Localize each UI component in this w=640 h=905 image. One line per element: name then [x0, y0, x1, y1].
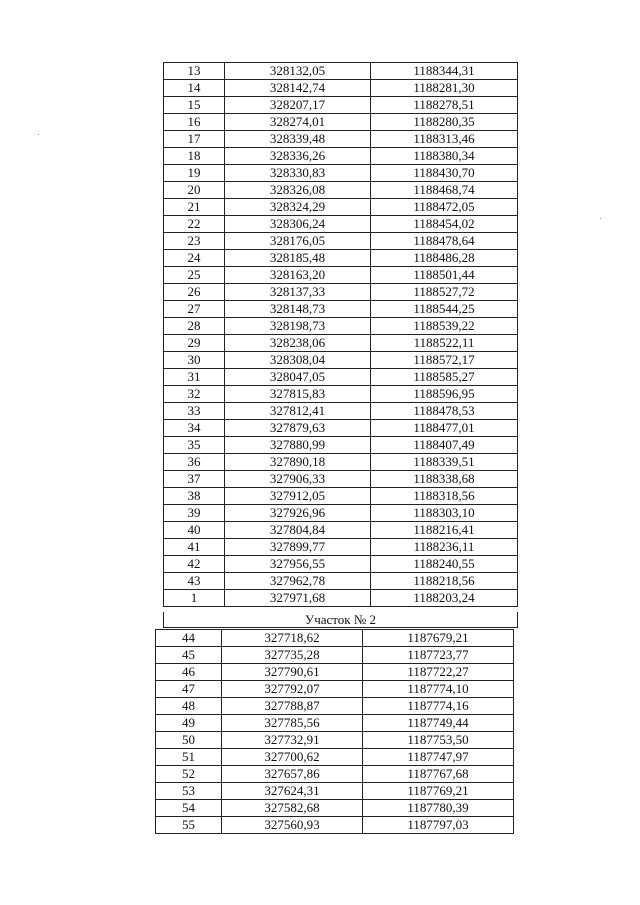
x-coordinate-cell: 327790,61 [222, 664, 363, 681]
table-row [156, 681, 514, 698]
x-coordinate-cell: 328185,48 [225, 250, 371, 267]
x-coordinate-cell: 328148,73 [225, 301, 371, 318]
x-coordinate-cell: 328308,04 [225, 352, 371, 369]
table-row [164, 131, 518, 148]
table-row [164, 369, 518, 386]
x-coordinate-cell: 327804,84 [225, 522, 371, 539]
point-number-cell: 26 [164, 284, 225, 301]
table-row [164, 556, 518, 573]
point-number-cell: 52 [156, 766, 222, 783]
point-number-cell: 49 [156, 715, 222, 732]
x-coordinate-cell: 328132,05 [225, 63, 371, 80]
point-number-cell: 13 [164, 63, 225, 80]
table-row [164, 437, 518, 454]
point-number-cell: 29 [164, 335, 225, 352]
y-coordinate-cell: 1187679,21 [363, 630, 514, 647]
point-number-cell: 24 [164, 250, 225, 267]
table-row [156, 698, 514, 715]
x-coordinate-cell: 328207,17 [225, 97, 371, 114]
point-number-cell: 40 [164, 522, 225, 539]
table-row [164, 165, 518, 182]
point-number-cell: 42 [164, 556, 225, 573]
y-coordinate-cell: 1188478,64 [371, 233, 518, 250]
x-coordinate-cell: 328330,83 [225, 165, 371, 182]
point-number-cell: 17 [164, 131, 225, 148]
scan-speck [600, 218, 601, 219]
point-number-cell: 50 [156, 732, 222, 749]
section-title: Участок № 2 [163, 612, 518, 628]
scan-speck [38, 134, 39, 135]
table-row [164, 505, 518, 522]
x-coordinate-cell: 328176,05 [225, 233, 371, 250]
point-number-cell: 55 [156, 817, 222, 834]
point-number-cell: 43 [164, 573, 225, 590]
point-number-cell: 54 [156, 800, 222, 817]
x-coordinate-cell: 327890,18 [225, 454, 371, 471]
y-coordinate-cell: 1187723,77 [363, 647, 514, 664]
y-coordinate-cell: 1188280,35 [371, 114, 518, 131]
table-row [156, 783, 514, 800]
y-coordinate-cell: 1188339,51 [371, 454, 518, 471]
table-row [164, 301, 518, 318]
point-number-cell: 41 [164, 539, 225, 556]
point-number-cell: 22 [164, 216, 225, 233]
y-coordinate-cell: 1187769,21 [363, 783, 514, 800]
table-row [164, 80, 518, 97]
y-coordinate-cell: 1188380,34 [371, 148, 518, 165]
point-number-cell: 34 [164, 420, 225, 437]
y-coordinate-cell: 1187797,03 [363, 817, 514, 834]
x-coordinate-cell: 327971,68 [225, 590, 371, 607]
table-row [164, 114, 518, 131]
x-coordinate-cell: 327926,96 [225, 505, 371, 522]
x-coordinate-cell: 328163,20 [225, 267, 371, 284]
x-coordinate-cell: 327700,62 [222, 749, 363, 766]
point-number-cell: 19 [164, 165, 225, 182]
y-coordinate-cell: 1188544,25 [371, 301, 518, 318]
point-number-cell: 35 [164, 437, 225, 454]
y-coordinate-cell: 1187749,44 [363, 715, 514, 732]
table-row [164, 250, 518, 267]
point-number-cell: 48 [156, 698, 222, 715]
x-coordinate-cell: 327735,28 [222, 647, 363, 664]
point-number-cell: 18 [164, 148, 225, 165]
point-number-cell: 39 [164, 505, 225, 522]
x-coordinate-cell: 327956,55 [225, 556, 371, 573]
y-coordinate-cell: 1187780,39 [363, 800, 514, 817]
table-row [156, 800, 514, 817]
x-coordinate-cell: 328198,73 [225, 318, 371, 335]
table-row [164, 97, 518, 114]
y-coordinate-cell: 1188572,17 [371, 352, 518, 369]
point-number-cell: 36 [164, 454, 225, 471]
y-coordinate-cell: 1188236,11 [371, 539, 518, 556]
table-row [156, 749, 514, 766]
x-coordinate-cell: 327912,05 [225, 488, 371, 505]
x-coordinate-cell: 327582,68 [222, 800, 363, 817]
table-row [156, 732, 514, 749]
table-row [164, 590, 518, 607]
y-coordinate-cell: 1188344,31 [371, 63, 518, 80]
table-row [164, 522, 518, 539]
y-coordinate-cell: 1188539,22 [371, 318, 518, 335]
x-coordinate-cell: 327906,33 [225, 471, 371, 488]
table-row [164, 573, 518, 590]
table-row [164, 386, 518, 403]
point-number-cell: 30 [164, 352, 225, 369]
point-number-cell: 14 [164, 80, 225, 97]
y-coordinate-cell: 1188281,30 [371, 80, 518, 97]
point-number-cell: 51 [156, 749, 222, 766]
y-coordinate-cell: 1188522,11 [371, 335, 518, 352]
point-number-cell: 38 [164, 488, 225, 505]
point-number-cell: 37 [164, 471, 225, 488]
y-coordinate-cell: 1188216,41 [371, 522, 518, 539]
table-row [164, 148, 518, 165]
x-coordinate-cell: 328339,48 [225, 131, 371, 148]
point-number-cell: 47 [156, 681, 222, 698]
point-number-cell: 45 [156, 647, 222, 664]
y-coordinate-cell: 1188278,51 [371, 97, 518, 114]
y-coordinate-cell: 1188338,68 [371, 471, 518, 488]
point-number-cell: 32 [164, 386, 225, 403]
table-row [164, 420, 518, 437]
table-row [164, 403, 518, 420]
y-coordinate-cell: 1188468,74 [371, 182, 518, 199]
coordinates-table-body [156, 630, 514, 834]
x-coordinate-cell: 328324,29 [225, 199, 371, 216]
y-coordinate-cell: 1188486,28 [371, 250, 518, 267]
table-row [156, 715, 514, 732]
y-coordinate-cell: 1188203,24 [371, 590, 518, 607]
y-coordinate-cell: 1188585,27 [371, 369, 518, 386]
y-coordinate-cell: 1187767,68 [363, 766, 514, 783]
x-coordinate-cell: 327788,87 [222, 698, 363, 715]
x-coordinate-cell: 327962,78 [225, 573, 371, 590]
y-coordinate-cell: 1188478,53 [371, 403, 518, 420]
x-coordinate-cell: 327812,41 [225, 403, 371, 420]
table-row [156, 817, 514, 834]
y-coordinate-cell: 1188313,46 [371, 131, 518, 148]
table-row [156, 630, 514, 647]
x-coordinate-cell: 327880,99 [225, 437, 371, 454]
y-coordinate-cell: 1188318,56 [371, 488, 518, 505]
x-coordinate-cell: 327624,31 [222, 783, 363, 800]
x-coordinate-cell: 327899,77 [225, 539, 371, 556]
table-row [164, 182, 518, 199]
x-coordinate-cell: 328137,33 [225, 284, 371, 301]
y-coordinate-cell: 1188596,95 [371, 386, 518, 403]
point-number-cell: 27 [164, 301, 225, 318]
y-coordinate-cell: 1187774,10 [363, 681, 514, 698]
point-number-cell: 28 [164, 318, 225, 335]
point-number-cell: 44 [156, 630, 222, 647]
table-row [164, 488, 518, 505]
point-number-cell: 15 [164, 97, 225, 114]
table-row [164, 471, 518, 488]
x-coordinate-cell: 327815,83 [225, 386, 371, 403]
point-number-cell: 33 [164, 403, 225, 420]
y-coordinate-cell: 1188527,72 [371, 284, 518, 301]
table-row [156, 664, 514, 681]
y-coordinate-cell: 1188407,49 [371, 437, 518, 454]
table-row [164, 199, 518, 216]
table-row [164, 233, 518, 250]
coordinates-table-body [164, 63, 518, 607]
table-row [164, 454, 518, 471]
point-number-cell: 20 [164, 182, 225, 199]
table-row [164, 216, 518, 233]
table-row [164, 335, 518, 352]
x-coordinate-cell: 328047,05 [225, 369, 371, 386]
point-number-cell: 25 [164, 267, 225, 284]
y-coordinate-cell: 1188472,05 [371, 199, 518, 216]
x-coordinate-cell: 328142,74 [225, 80, 371, 97]
table-row [156, 647, 514, 664]
y-coordinate-cell: 1188454,02 [371, 216, 518, 233]
y-coordinate-cell: 1187747,97 [363, 749, 514, 766]
point-number-cell: 1 [164, 590, 225, 607]
x-coordinate-cell: 327732,91 [222, 732, 363, 749]
table-row [156, 766, 514, 783]
point-number-cell: 21 [164, 199, 225, 216]
table-row [164, 63, 518, 80]
point-number-cell: 23 [164, 233, 225, 250]
point-number-cell: 46 [156, 664, 222, 681]
x-coordinate-cell: 327657,86 [222, 766, 363, 783]
coordinates-table-part1 [163, 62, 518, 607]
y-coordinate-cell: 1188240,55 [371, 556, 518, 573]
y-coordinate-cell: 1188477,01 [371, 420, 518, 437]
x-coordinate-cell: 327560,93 [222, 817, 363, 834]
y-coordinate-cell: 1188218,56 [371, 573, 518, 590]
table-row [164, 284, 518, 301]
y-coordinate-cell: 1187774,16 [363, 698, 514, 715]
y-coordinate-cell: 1188430,70 [371, 165, 518, 182]
x-coordinate-cell: 327792,07 [222, 681, 363, 698]
table-row [164, 539, 518, 556]
table-row [164, 352, 518, 369]
x-coordinate-cell: 328238,06 [225, 335, 371, 352]
y-coordinate-cell: 1188501,44 [371, 267, 518, 284]
y-coordinate-cell: 1187722,27 [363, 664, 514, 681]
x-coordinate-cell: 328336,26 [225, 148, 371, 165]
table-row [164, 267, 518, 284]
x-coordinate-cell: 327718,62 [222, 630, 363, 647]
x-coordinate-cell: 328306,24 [225, 216, 371, 233]
table-row [164, 318, 518, 335]
y-coordinate-cell: 1187753,50 [363, 732, 514, 749]
x-coordinate-cell: 328274,01 [225, 114, 371, 131]
x-coordinate-cell: 328326,08 [225, 182, 371, 199]
point-number-cell: 31 [164, 369, 225, 386]
x-coordinate-cell: 327879,63 [225, 420, 371, 437]
point-number-cell: 16 [164, 114, 225, 131]
x-coordinate-cell: 327785,56 [222, 715, 363, 732]
y-coordinate-cell: 1188303,10 [371, 505, 518, 522]
point-number-cell: 53 [156, 783, 222, 800]
coordinates-table-part2 [155, 629, 514, 834]
